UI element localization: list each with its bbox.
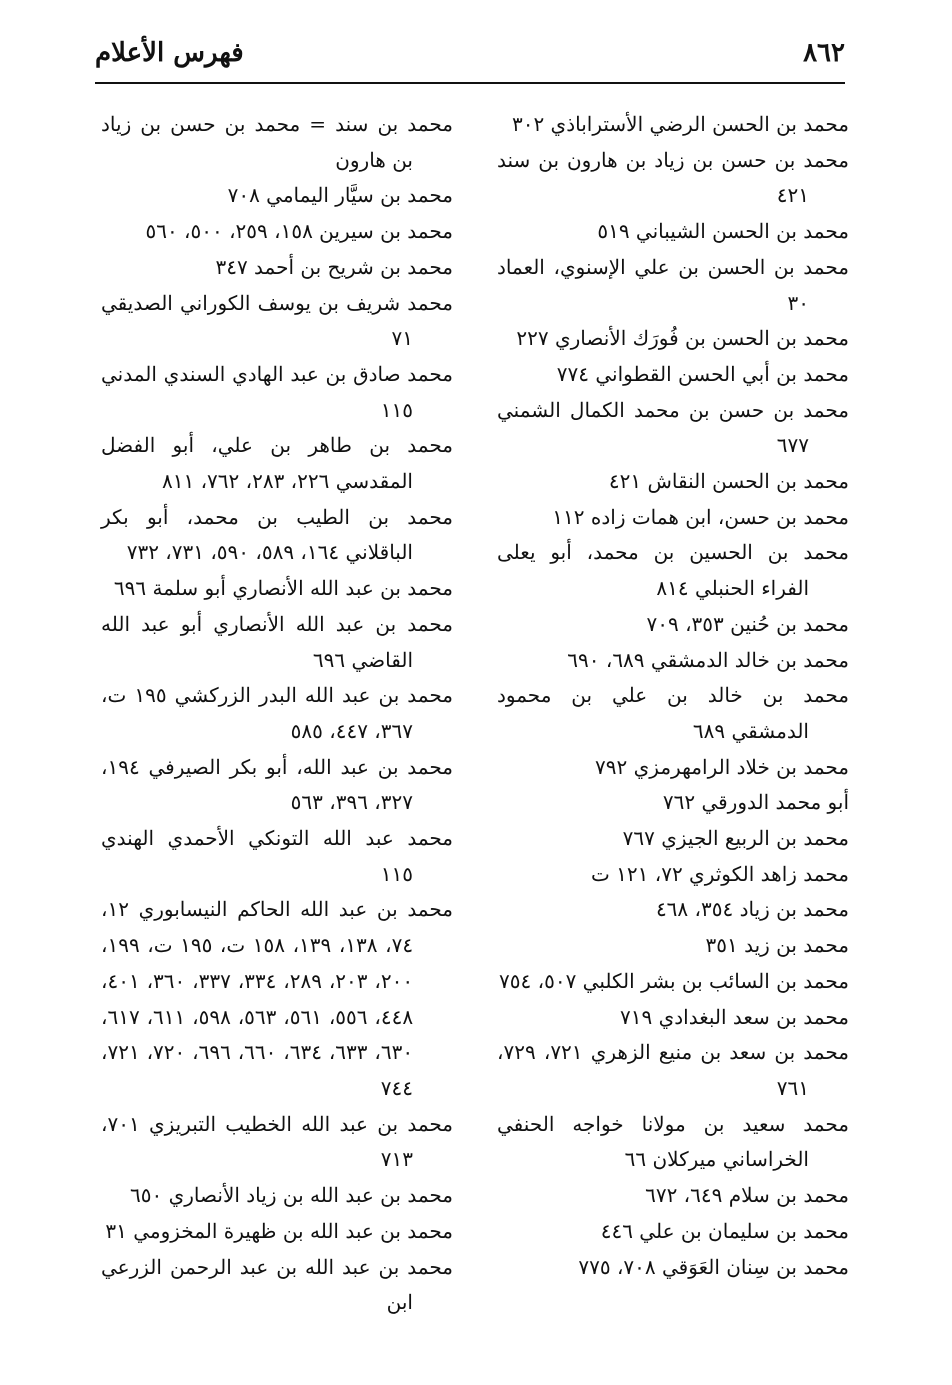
index-entry: محمد صادق بن عبد الهادي السندي المدني ١١٥ <box>101 361 453 422</box>
index-entry: محمد بن عبد الله، أبو بكر الصيرفي ١٩٤، ٣٢٧، ٣٩٦، ٥٦٣ <box>101 754 453 815</box>
index-entry: محمد بن سعد البغدادي ٧١٩ <box>620 1004 849 1029</box>
index-entry: محمد عبد الله التونكي الأحمدي الهندي ١١٥ <box>101 826 453 886</box>
index-entry: محمد بن حُنين ٣٥٣، ٧٠٩ <box>646 611 849 636</box>
index-entry: محمد بن الحسن النقاش ٤٢١ <box>608 469 849 494</box>
index-entry: محمد بن سيرين ١٥٨، ٢٥٩، ٥٠٠، ٥٦٠ <box>145 219 453 244</box>
index-entry: محمد بن خلاد الرامهرمزي ٧٩٢ <box>595 754 849 779</box>
page-number: ٨٦٢ <box>803 38 845 68</box>
index-entry: محمد بن سِنان العَوَقي ٧٠٨، ٧٧٥ <box>578 1254 849 1279</box>
index-entry: محمد زاهد الكوثري ٧٢، ١٢١ ت <box>590 861 849 886</box>
index-entry: محمد بن سند = محمد بن حسن بن زياد بن هارون <box>101 112 453 172</box>
header-rule <box>95 82 845 84</box>
index-entry: محمد بن زياد ٣٥٤، ٤٦٨ <box>655 897 849 922</box>
index-entry: محمد بن حسن بن زياد بن هارون بن سند ٤٢١ <box>497 147 849 208</box>
index-entry: محمد بن الحسن بن فُورَك الأنصاري ٢٢٧ <box>516 326 849 351</box>
index-entry: محمد بن الحسين بن محمد، أبو يعلى الفراء الحنبلي ٨١٤ <box>497 540 849 601</box>
index-entry: محمد بن الطيب بن محمد، أبو بكر الباقلاني ١٦٤، ٥٨٩، ٥٩٠، ٧٣١، ٧٣٢ <box>101 504 453 565</box>
index-entry: محمد بن الحسن بن علي الإسنوي، العماد ٣٠ <box>497 254 849 315</box>
index-entry: محمد بن الربيع الجيزي ٧٦٧ <box>622 826 849 851</box>
index-entry: محمد بن عبد الله الخطيب التبريزي ٧٠١، ٧١٣ <box>101 1111 453 1172</box>
index-entry: محمد بن سعد بن منيع الزهري ٧٢١، ٧٢٩، ٧٦١ <box>497 1040 849 1100</box>
index-entry: محمد بن سليمان بن علي ٤٤٦ <box>600 1218 849 1243</box>
index-entry: محمد شريف بن يوسف الكوراني الصديقي ٧١ <box>101 290 453 351</box>
index-entry: محمد سعيد بن مولانا خواجه الحنفي الخراساني ميركلان ٦٦ <box>497 1111 849 1172</box>
index-entry: محمد بن عبد الله بن ظهيرة المخزومي ٣١ <box>105 1218 453 1243</box>
index-entry: محمد بن زيد ٣٥١ <box>705 933 849 958</box>
running-title: فهرس الأعلام <box>95 38 244 68</box>
index-entry: أبو محمد الدورقي ٧٦٢ <box>662 790 849 815</box>
index-entry: محمد بن عبد الله البدر الزركشي ١٩٥ ت، ٣٦٧، ٤٤٧، ٥٨٥ <box>101 683 453 743</box>
page-header <box>95 30 845 90</box>
index-entry: محمد بن خالد الدمشقي ٦٨٩، ٦٩٠ <box>567 647 849 672</box>
index-entry: محمد بن عبد الله الحاكم النيسابوري ١٢، ٧٤، ١٣٨، ١٣٩، ١٥٨ ت، ١٩٥ ت، ١٩٩، ٢٠٠، ٢٠٣، ٢٨٩، ٣٣٤، ٣٣٧، ٣٦٠، ٤٠١، ٤٤٨، ٥٥٦، ٥٦١، ٥٦٣، ٥٩٨، ٦١١، ٦١٧، ٦٣٠، ٦٣٣، ٦٣٤، ٦٦٠، ٦٩٦، ٧٢٠، ٧٢١، ٧٤٤ <box>101 897 453 1100</box>
index-entry: محمد بن خالد بن علي بن محمود الدمشقي ٦٨٩ <box>497 683 849 743</box>
index-entry: محمد بن عبد الله بن زياد الأنصاري ٦٥٠ <box>130 1183 453 1208</box>
index-entry: محمد بن طاهر بن علي، أبو الفضل المقدسي ٢٢٦، ٢٨٣، ٧٦٢، ٨١١ <box>101 433 453 494</box>
index-entry: محمد بن حسن، ابن همات زاده ١١٢ <box>552 504 849 529</box>
index-entry: محمد بن عبد الله الأنصاري أبو سلمة ٦٩٦ <box>113 576 453 601</box>
index-column-left <box>101 107 453 1321</box>
index-entry: محمد بن سلام ٦٤٩، ٦٧٢ <box>645 1183 849 1208</box>
index-entry: محمد بن شريح بن أحمد ٣٤٧ <box>215 254 453 279</box>
index-entry: محمد بن السائب بن بشر الكلبي ٥٠٧، ٧٥٤ <box>499 968 849 993</box>
index-entry: محمد بن حسن بن محمد الكمال الشمني ٦٧٧ <box>497 397 849 458</box>
index-entry: محمد بن عبد الله بن عبد الرحمن الزرعي ابن <box>101 1254 453 1315</box>
index-entry: محمد بن الحسن الرضي الأستراباذي ٣٠٢ <box>511 112 849 136</box>
index-entry: محمد بن عبد الله الأنصاري أبو عبد الله القاضي ٦٩٦ <box>101 611 453 672</box>
index-entry: محمد بن الحسن الشيباني ٥١٩ <box>597 219 849 244</box>
index-column-right <box>497 107 849 1285</box>
index-entry: محمد بن سيَّار اليمامي ٧٠٨ <box>227 183 453 208</box>
index-entry: محمد بن أبي الحسن القطواني ٧٧٤ <box>556 361 849 386</box>
